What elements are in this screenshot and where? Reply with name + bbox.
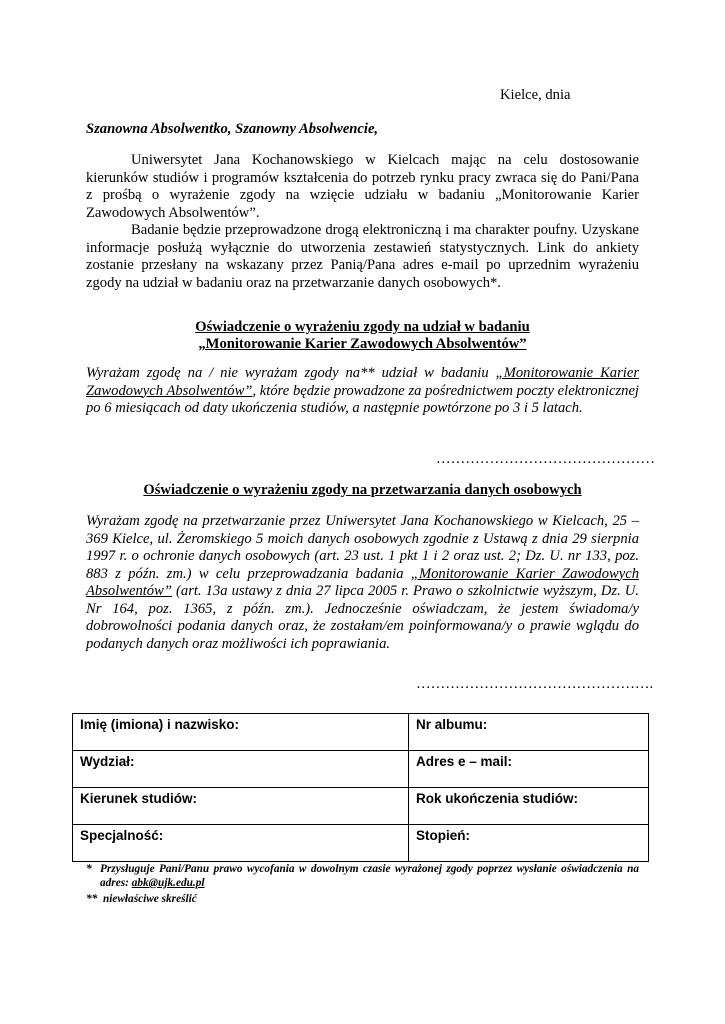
place-date: Kielce, dnia [500, 87, 571, 103]
statement1-text-before: Wyrażam zgodę na / nie wyrażam zgody na** udział w badaniu [86, 365, 496, 381]
statement2-text-after: (art. 13a ustawy z dnia 27 lipca 2005 r. Prawo o szkolnictwie wyższym, Dz. U. Nr 164, poz. 1365, z późn. zm.). Jednocześnie oświadczam, że jestem świadoma/y dobrowolności podania danych oraz, że zostałam/em poinformowana/y o prawie wglądu do podanych danych oraz możliwości ich poprawiania. [86, 583, 639, 652]
statement2-title: Oświadczenie o wyrażeniu zgody na przetwarzania danych osobowych [143, 482, 582, 498]
specialization-field[interactable]: Specjalność: [73, 825, 409, 862]
form-row [73, 751, 649, 788]
footnote2 [86, 892, 197, 906]
statement2-text-before: Wyrażam zgodę na przetwarzanie przez Uniwersytet Jana Kochanowskiego w Kielcach, 25 – 369 Kielce, ul. Żeromskiego 5 moich danych osobowych zgodnie z Ustawą z dnia 29 sierpnia 1997 r. o ochronie danych osobowych (art. 23 ust. 1 pkt 1 i 2 oraz ust. 2; Dz. U. nr 133, poz. 883 z późn. zm.) w celu przeprowadzania badania [86, 513, 639, 582]
footnote1-text: Przysługuje Pani/Panu prawo wycofania w dowolnym czasie wyrażonej zgody poprzez wysłanie oświadczenia na adres: [100, 863, 639, 889]
salutation: Szanowna Absolwentko, Szanowny Absolwencie, [86, 121, 379, 137]
statement1-signature-line: ……………………………………… [436, 451, 655, 467]
email-field[interactable]: Adres e – mail: [409, 751, 649, 788]
statement2-text [86, 513, 639, 653]
footnote2-marker: ** [86, 893, 98, 905]
statement2-study-title: „Monitorowanie Karier Zawodowych Absolwentów” [86, 565, 639, 599]
statement1-study-title: „Monitorowanie Karier Zawodowych Absolwentów” [86, 365, 639, 399]
statement1-title-line1: Oświadczenie o wyrażeniu zgody na udział w badaniu [195, 319, 530, 335]
album-number-field[interactable]: Nr albumu: [409, 714, 649, 751]
intro-paragraph-1: Uniwersytet Jana Kochanowskiego w Kielcach mając na celu dostosowanie kierunków studiów i programów kształcenia do potrzeb rynku pracy zwraca się do Pani/Pana z prośbą o wyrażenie zgody na wzięcie udziału w badaniu „Monitorowanie Karier Zawodowych Absolwentów”. [86, 152, 639, 221]
faculty-field[interactable]: Wydział: [73, 751, 409, 788]
degree-field[interactable]: Stopień: [409, 825, 649, 862]
name-field[interactable]: Imię (imiona) i nazwisko: [73, 714, 409, 751]
form-row [73, 825, 649, 862]
form-row [73, 788, 649, 825]
footnote1-email-link[interactable]: abk@ujk.edu.pl [131, 877, 205, 889]
footnote2-text: niewłaściwe skreślić [102, 893, 197, 905]
field-of-study-field[interactable]: Kierunek studiów: [73, 788, 409, 825]
statement1-title-line2: „Monitorowanie Karier Zawodowych Absolwentów” [198, 336, 527, 352]
footnote1 [100, 862, 639, 890]
graduation-year-field[interactable]: Rok ukończenia studiów: [409, 788, 649, 825]
footnote1-marker: * [86, 863, 92, 875]
intro-paragraph-2: Badanie będzie przeprowadzone drogą elektroniczną i ma charakter poufny. Uzyskane informacje posłużą wyłącznie do utworzenia zestawień statystycznych. Link do ankiety zostanie przesłany na wskazany przez Panią/Pana adres e-mail po uprzednim wyrażeniu zgody na udział w badaniu oraz na przetwarzanie danych osobowych*. [86, 222, 639, 291]
form-row [73, 714, 649, 751]
statement1-text-after: , które będzie prowadzone za pośrednictwem poczty elektronicznej po 6 miesiącach od daty ukończenia studiów, a następnie powtórzone po 3 i 5 latach. [86, 382, 639, 416]
statement2-signature-line: …………………………………………. [416, 676, 654, 692]
personal-data-form [72, 713, 649, 862]
statement1-text [86, 365, 639, 418]
